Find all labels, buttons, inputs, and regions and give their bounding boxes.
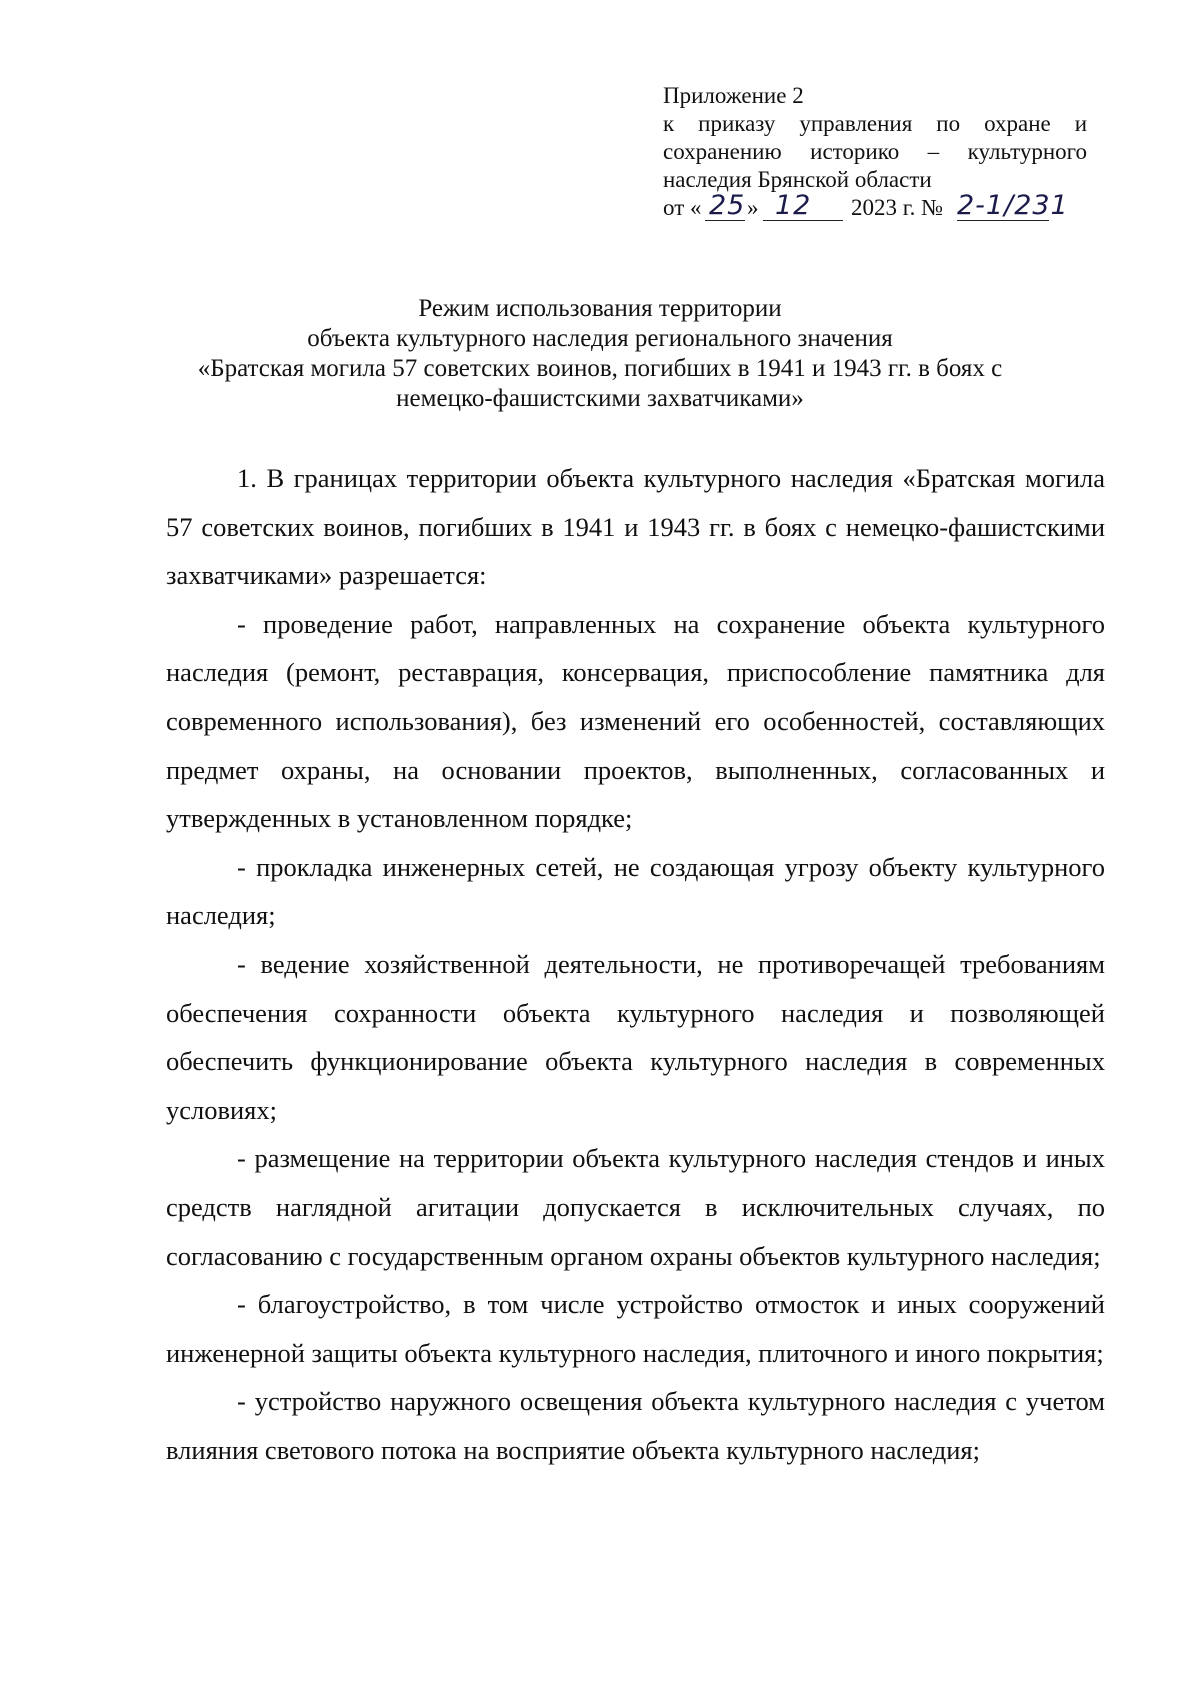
appendix-line-1: к приказу управления по охране и (663, 111, 1087, 136)
appendix-block (663, 82, 1087, 228)
paragraph-economic-activity: - ведение хозяйственной деятельности, не противоречащей требованиям обеспечения сохранности объекта культурного наследия и позволяющей обеспечить функционирование объекта культурного наследия в современных условиях; (166, 948, 1105, 1125)
handwritten-month: 12 (775, 190, 812, 221)
date-quote-close: » (747, 195, 759, 220)
paragraph-landscaping: - благоустройство, в том числе устройство отмосток и иных сооружений инженерной защиты объекта культурного наследия, плиточного и иного покрытия; (166, 1289, 1105, 1368)
title-line-2: объекта культурного наследия регионального значения (307, 325, 893, 352)
paragraph-engineering-networks: - прокладка инженерных сетей, не создающая угрозу объекту культурного наследия; (166, 851, 1105, 931)
title-line-3: «Братская могила 57 советских воинов, погибших в 1941 и 1943 гг. в боях с (197, 355, 1003, 382)
document-body (166, 454, 1105, 1474)
document-title (100, 294, 1100, 414)
paragraph-stands-placement: - размещение на территории объекта культурного наследия стендов и иных средств наглядной агитации допускается в исключительных случаях, по согласованию с государственным органом охраны объектов культурного наследия; (166, 1143, 1105, 1271)
order-date-number-line (663, 190, 1087, 228)
appendix-line-2: сохранению историко – культурного (663, 139, 1087, 164)
title-line-1: Режим использования территории (418, 295, 782, 322)
handwritten-number: 2-1/231 (957, 190, 1069, 221)
handwritten-day: 25 (709, 190, 746, 221)
paragraph-outdoor-lighting: - устройство наружного освещения объекта культурного наследия с учетом влияния светового потока на восприятие объекта культурного наследия; (166, 1386, 1105, 1465)
title-line-4: немецко-фашистскими захватчиками» (396, 385, 804, 412)
paragraph-clause-1: 1. В границах территории объекта культурного наследия «Братская могила 57 советских воинов, погибших в 1941 и 1943 гг. в боях с немецко-фашистскими захватчиками» разрешается: (166, 463, 1105, 591)
year-and-number-label: 2023 г. № (851, 195, 944, 220)
appendix-label: Приложение 2 (663, 83, 804, 108)
paragraph-preservation-works: - проведение работ, направленных на сохранение объекта культурного наследия (ремонт, реставрация, консервация, приспособление памятника для современного использования), без изменений его особенностей, составляющих предмет охраны, на основании проектов, выполненных, согласованных и утвержденных в установленном порядке; (166, 608, 1105, 834)
date-prefix: от « (663, 195, 702, 220)
appendix-line-3: наследия Брянской области (663, 167, 932, 192)
